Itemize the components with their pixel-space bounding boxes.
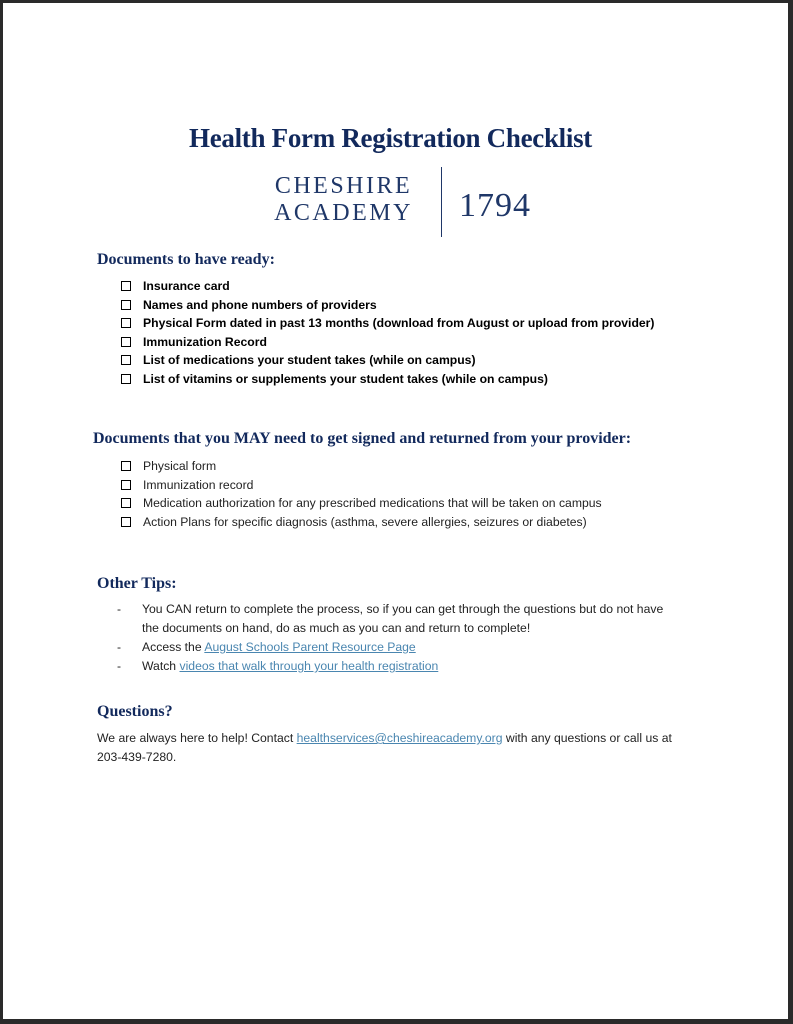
checklist-item-label: Physical Form dated in past 13 months (download from August or upload from provider) xyxy=(143,316,655,330)
logo-line-1: CHESHIRE xyxy=(274,173,413,199)
checkbox-icon[interactable] xyxy=(121,461,131,471)
page-title: Health Form Registration Checklist xyxy=(189,123,592,153)
logo-year: 1794 xyxy=(459,187,531,224)
signed-checklist xyxy=(121,458,621,532)
checklist-item xyxy=(121,458,621,475)
checklist-item-label: Physical form xyxy=(143,459,217,473)
email-link[interactable]: healthservices@cheshireacademy.org xyxy=(296,731,503,745)
tip-prefix: Watch xyxy=(142,659,180,673)
questions-text-after: with any questions or call us at 203-439-7280. xyxy=(97,731,672,764)
checklist-item-label: Medication authorization for any prescribed medications that will be taken on campus xyxy=(143,496,602,510)
checkbox-icon[interactable] xyxy=(121,300,131,310)
checklist-item-label: List of medications your student takes (while on campus) xyxy=(143,353,476,367)
signed-heading: Documents that you MAY need to get signed and returned from your provider: xyxy=(93,430,632,447)
checklist-item xyxy=(121,278,654,295)
tips-list xyxy=(117,600,677,676)
checkbox-icon[interactable] xyxy=(121,480,131,490)
logo-divider xyxy=(441,167,442,237)
tip-item xyxy=(117,657,677,676)
checklist-item xyxy=(121,495,621,512)
checkbox-icon[interactable] xyxy=(121,355,131,365)
checklist-item-label: Insurance card xyxy=(143,279,230,293)
questions-text-before: We are always here to help! Contact xyxy=(97,731,297,745)
checklist-item-label: Action Plans for specific diagnosis (asthma, severe allergies, seizures or diabetes) xyxy=(143,514,587,529)
checklist-item-label: Immunization Record xyxy=(143,334,267,349)
logo-line-2: ACADEMY xyxy=(274,200,413,226)
tip-item xyxy=(117,600,677,638)
checklist-item xyxy=(121,315,654,332)
checkbox-icon[interactable] xyxy=(121,374,131,384)
videos-link[interactable]: videos that walk through your health registration xyxy=(179,659,439,673)
questions-heading: Questions? xyxy=(97,703,173,720)
checkbox-icon[interactable] xyxy=(121,517,131,527)
tip-prefix: Access the xyxy=(142,640,205,654)
ready-heading: Documents to have ready: xyxy=(97,251,275,268)
bullet-dash: - xyxy=(117,659,122,673)
checklist-item xyxy=(121,334,654,351)
checkbox-icon[interactable] xyxy=(121,318,131,328)
checklist-item xyxy=(121,297,654,314)
checklist-item xyxy=(121,514,663,531)
questions-text xyxy=(97,729,687,767)
document-page xyxy=(3,3,788,1019)
checklist-item-label: List of vitamins or supplements your student takes (while on campus) xyxy=(143,371,548,386)
bullet-dash: - xyxy=(117,640,122,654)
ready-checklist xyxy=(121,278,654,389)
tip-text: You CAN return to complete the process, so if you can get through the questions but do not have the documents on hand, do as much as you can and return to complete! xyxy=(142,602,664,635)
checklist-item xyxy=(121,477,621,494)
tip-item xyxy=(117,638,677,657)
checklist-item-label: Immunization record xyxy=(143,477,254,492)
checklist-item-label: Names and phone numbers of providers xyxy=(143,297,377,312)
logo-wordmark xyxy=(261,173,426,227)
cheshire-academy-logo xyxy=(261,167,541,237)
tips-heading: Other Tips: xyxy=(97,575,177,592)
checklist-item xyxy=(121,352,654,369)
bullet-dash: - xyxy=(117,602,122,616)
checkbox-icon[interactable] xyxy=(121,498,131,508)
checklist-item xyxy=(121,371,654,388)
checkbox-icon[interactable] xyxy=(121,281,131,291)
checkbox-icon[interactable] xyxy=(121,337,131,347)
parent-resource-link[interactable]: August Schools Parent Resource Page xyxy=(204,640,416,654)
